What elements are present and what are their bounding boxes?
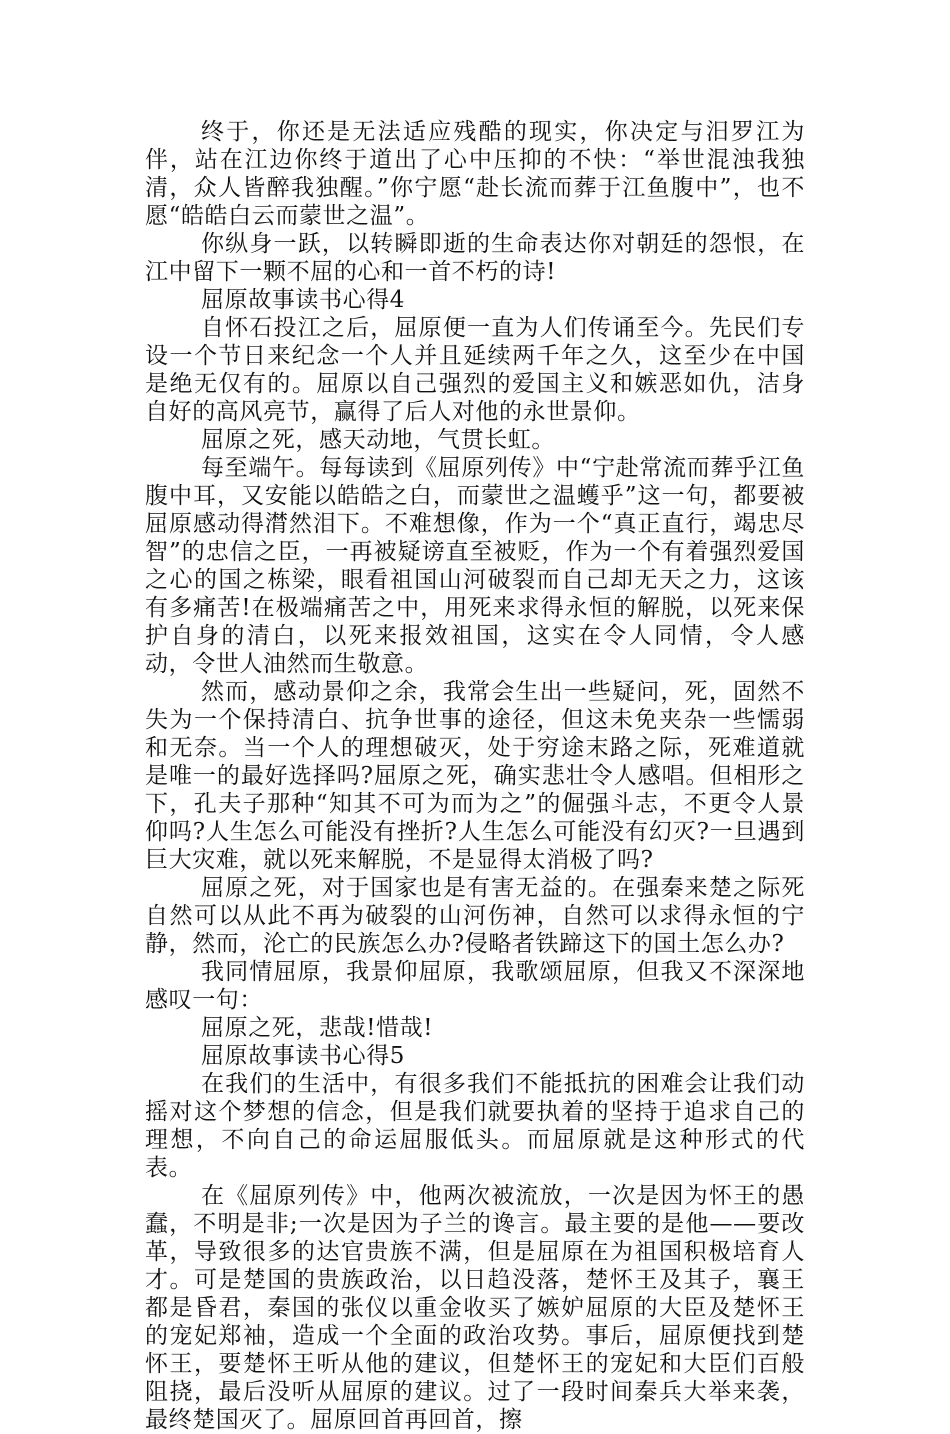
paragraph-11: 在《屈原列传》中，他两次被流放，一次是因为怀王的愚蠢，不明是非;一次是因为子兰的谗言。最主要的是他——要改革，导致很多的达官贵族不满，但是屈原在为祖国积极培育人才。可是楚国的贵族政治，以日趋没落，楚怀王及其子，襄王都是昏君，秦国的张仪以重金收买了嫉妒屈原的大臣及楚怀王的宠妃郑袖，造成一个全面的政治攻势。事后，屈原便找到楚怀王，要楚怀王听从他的建议，但楚怀王的宠妃和大臣们百般阻挠，最后没听从屈原的建议。过了一段时间秦兵大举来袭，最终楚国灭了。屈原回首再回首，擦 (145, 1183, 805, 1433)
paragraph-5: 每至端午。每每读到《屈原列传》中“宁赴常流而葬乎江鱼腹中耳，又安能以皓皓之白，而蒙世之温蠖乎”这一句，都要被屈原感动得潸然泪下。不难想像，作为一个“真正直行，竭忠尽智”的忠信之臣，一再被疑谤直至被贬，作为一个有着强烈爱国之心的国之栋梁，眼看祖国山河破裂而自己却无天之力，这该有多痛苦!在极端痛苦之中，用死来求得永恒的解脱，以死来保护自身的清白，以死来报效祖国，这实在令人同情，令人感动，令世人油然而生敬意。 (145, 455, 805, 677)
paragraph-2: 你纵身一跃，以转瞬即逝的生命表达你对朝廷的怨恨，在江中留下一颗不屈的心和一首不朽的诗! (145, 231, 805, 285)
paragraph-10: 在我们的生活中，有很多我们不能抵抗的困难会让我们动摇对这个梦想的信念，但是我们就要执着的坚持于追求自己的理想，不向自己的命运屈服低头。而屈原就是这种形式的代表。 (145, 1071, 805, 1181)
paragraph-8: 我同情屈原，我景仰屈原，我歌颂屈原，但我又不深深地感叹一句： (145, 959, 805, 1013)
paragraph-4: 屈原之死，感天动地，气贯长虹。 (201, 427, 555, 453)
paragraph-3: 自怀石投江之后，屈原便一直为人们传诵至今。先民们专设一个节日来纪念一个人并且延续两千年之久，这至少在中国是绝无仅有的。屈原以自己强烈的爱国主义和嫉恶如仇，洁身自好的高风亮节，赢得了后人对他的永世景仰。 (145, 315, 805, 425)
paragraph-9: 屈原之死，悲哉!惜哉! (201, 1015, 434, 1041)
section-heading-4: 屈原故事读书心得4 (201, 287, 406, 313)
paragraph-6: 然而，感动景仰之余，我常会生出一些疑问，死，固然不失为一个保持清白、抗争世事的途径，但这未免夹杂一些懦弱和无奈。当一个人的理想破灭，处于穷途末路之际，死难道就是唯一的最好选择吗?屈原之死，确实悲壮令人感唱。但相形之下，孔夫子那种“知其不可为而为之”的倔强斗志，不更令人景仰吗?人生怎么可能没有挫折?人生怎么可能没有幻灭?一旦遇到巨大灾难，就以死来解脱，不是显得太消极了吗? (145, 679, 805, 873)
paragraph-1: 终于，你还是无法适应残酷的现实，你决定与汨罗江为伴，站在江边你终于道出了心中压抑的不快：“举世混浊我独清，众人皆醉我独醒。”你宁愿“赴长流而葬于江鱼腹中”，也不愿“皓皓白云而蒙世之温”。 (145, 119, 805, 229)
paragraph-7: 屈原之死，对于国家也是有害无益的。在强秦来楚之际死自然可以从此不再为破裂的山河伤神，自然可以求得永恒的宁静，然而，沦亡的民族怎么办?侵略者铁蹄这下的国土怎么办? (145, 875, 805, 957)
document-page (145, 118, 805, 1434)
section-heading-5: 屈原故事读书心得5 (201, 1043, 406, 1069)
